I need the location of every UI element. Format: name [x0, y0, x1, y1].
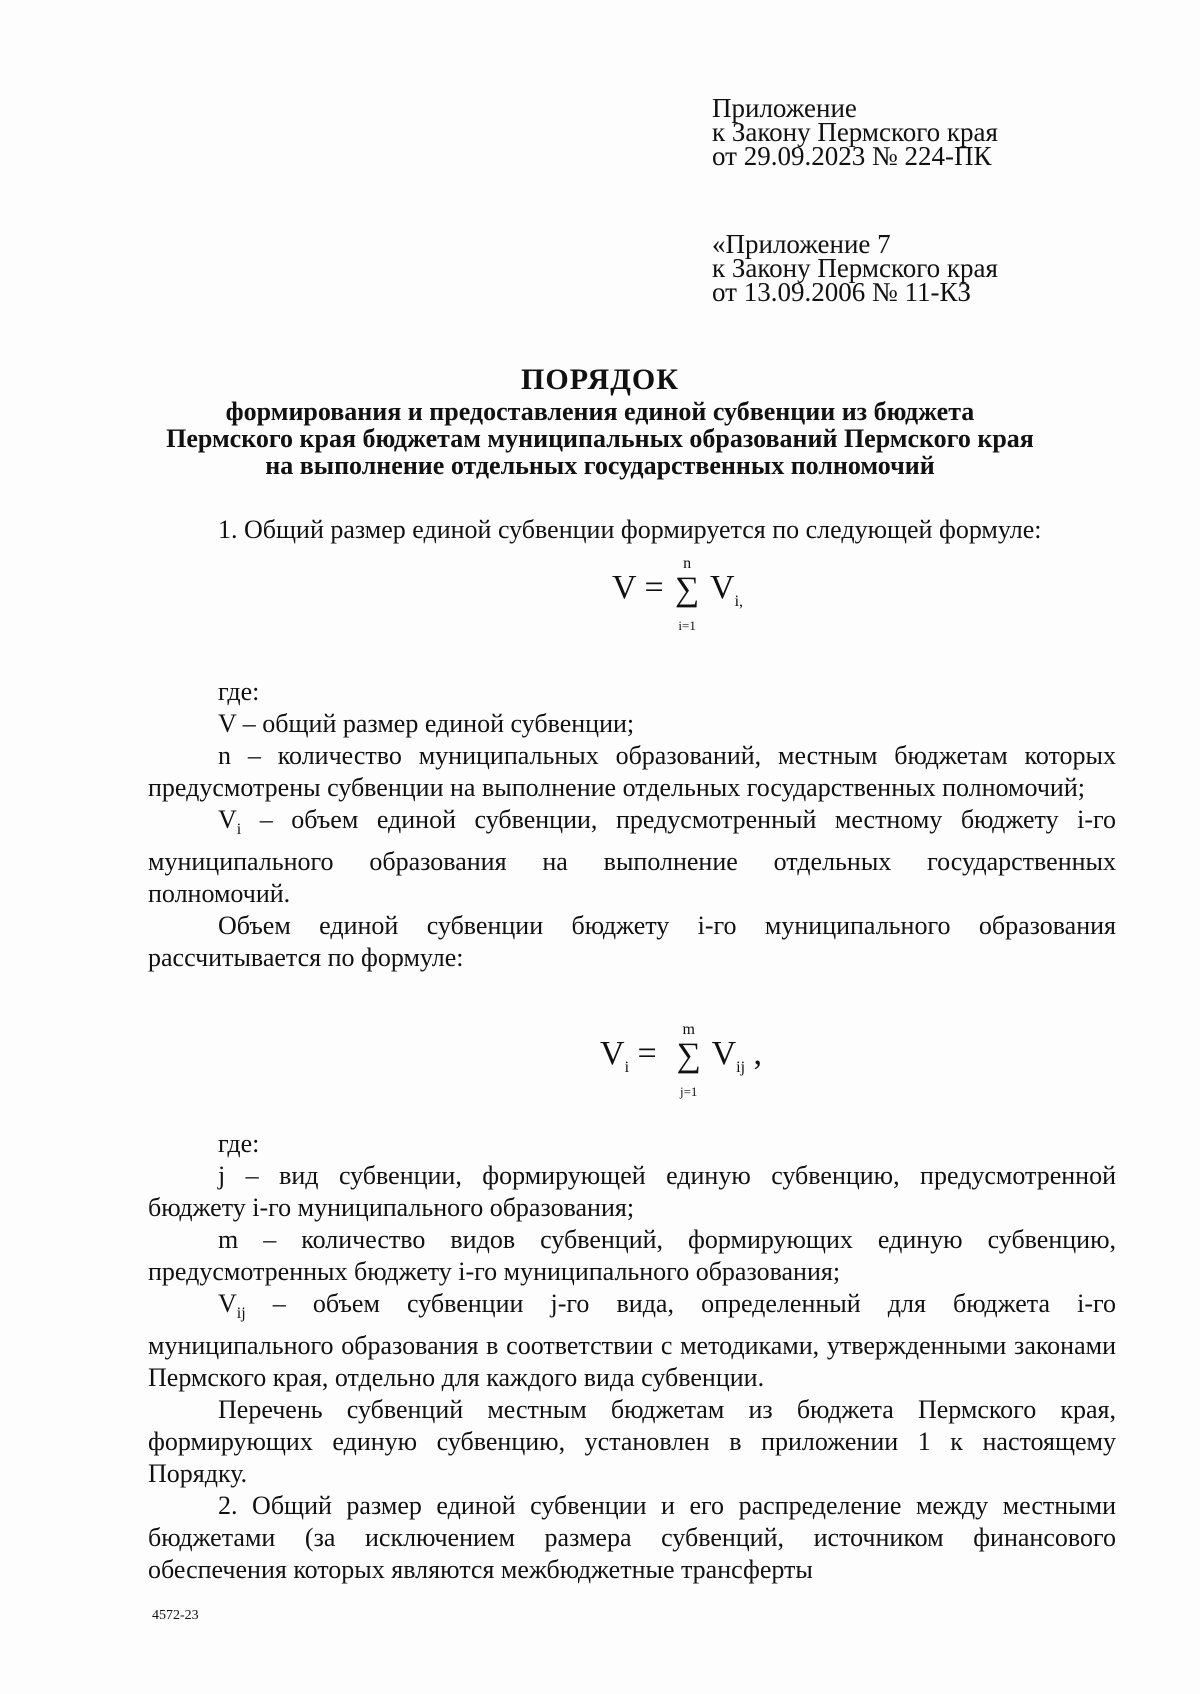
sum-operator [674, 1021, 704, 1100]
where-label: где: [218, 1129, 260, 1158]
document-title: ПОРЯДОК [521, 363, 679, 396]
subtitle-line: формирования и предоставления единой субвенции из бюджета [225, 397, 975, 426]
sigma-symbol: ∑ [676, 1037, 701, 1075]
def-v: V – общий размер единой субвенции; [218, 709, 635, 738]
formula2-eq: = [629, 1035, 666, 1072]
formula2-rhs-subscript: ij [736, 1058, 746, 1076]
appendix-line: к Закону Пермского края [712, 117, 998, 147]
formula2-rhs: V [711, 1035, 737, 1072]
sum-lower-limit: i=1 [678, 618, 696, 634]
subtitle-line: Пермского края бюджетам муниципальных образований Пермского края [166, 424, 1034, 453]
def-vij-subscript: ij [236, 1305, 246, 1323]
section2-text: 2. Общий размер единой субвенции и его распределение между местными бюджетами (за исключением размера субвенций, источником финансового обеспечения которых являются межбюджетные трансферты [148, 1491, 1116, 1585]
formula-municipal [600, 1021, 763, 1100]
def-vi-subscript: i [236, 821, 242, 839]
section1-definitions [148, 676, 1116, 974]
formula-lhs: V = [612, 569, 664, 606]
def-m: m – количество видов субвенций, формирующих единую субвенцию, предусмотренных бюджету i-го муниципального образования; [148, 1225, 1116, 1286]
appendix7-stamp [712, 229, 1132, 307]
section1-intro-text: 1. Общий размер единой субвенции формируется по следующей формуле: [218, 515, 1042, 544]
def-n: n – количество муниципальных образований, местным бюджетам которых предусмотрены субвенции на выполнение отдельных государственных полномочий; [148, 741, 1116, 802]
document-number: 4572-23 [152, 1608, 199, 1623]
document-subtitle [0, 398, 1200, 479]
formula-total [612, 555, 744, 634]
appendix-stamp [712, 93, 1132, 171]
def-vi-text: – объем единой субвенции, предусмотренный местному бюджету i-го муниципального образования на выполнение отдельных государственных полномочий. [148, 805, 1116, 909]
appendix7-line: «Приложение 7 [712, 229, 891, 259]
def-vi-symbol: V [218, 805, 237, 834]
formula-rhs: V [710, 569, 735, 606]
sigma-symbol: ∑ [675, 571, 700, 609]
formula2-tail: , [745, 1035, 763, 1072]
formula2-lhs-subscript: i [624, 1058, 630, 1076]
sum-upper-limit: m [682, 1021, 695, 1039]
appendix-line: Приложение [712, 93, 857, 123]
def-vij-text: – объем субвенции j-го вида, определенный для бюджета i-го муниципального образования в соответствии с методиками, утвержденными законами Пермского края, отдельно для каждого вида субвенции. [148, 1289, 1116, 1393]
appendix-line: от 29.09.2023 № 224-ПК [712, 141, 992, 171]
def-j: j – вид субвенции, формирующей единую субвенцию, предусмотренной бюджету i-го муниципального образования; [148, 1161, 1116, 1222]
sum-operator [672, 555, 702, 634]
def-vij-symbol: V [218, 1289, 237, 1318]
formula-rhs-subscript: i, [734, 592, 744, 610]
formula2-lhs: V [600, 1035, 625, 1072]
section1-intro [148, 514, 1116, 546]
subvention-list-text: Перечень субвенций местным бюджетам из бюджета Пермского края, формирующих единую субвенцию, установлен в приложении 1 к настоящему Порядку. [148, 1395, 1116, 1489]
sum-upper-limit: n [683, 555, 692, 573]
def-vij [148, 1288, 1116, 1394]
where-label: где: [218, 677, 260, 706]
section1-definitions-2 [148, 1128, 1116, 1586]
appendix7-line: от 13.09.2006 № 11-КЗ [712, 277, 971, 307]
appendix7-line: к Закону Пермского края [712, 253, 998, 283]
def-vi [148, 804, 1116, 910]
sum-lower-limit: j=1 [679, 1084, 698, 1100]
volume-text: Объем единой субвенции бюджету i-го муниципального образования рассчитывается по формуле: [148, 911, 1116, 973]
subtitle-line: на выполнение отдельных государственных полномочий [265, 451, 935, 480]
